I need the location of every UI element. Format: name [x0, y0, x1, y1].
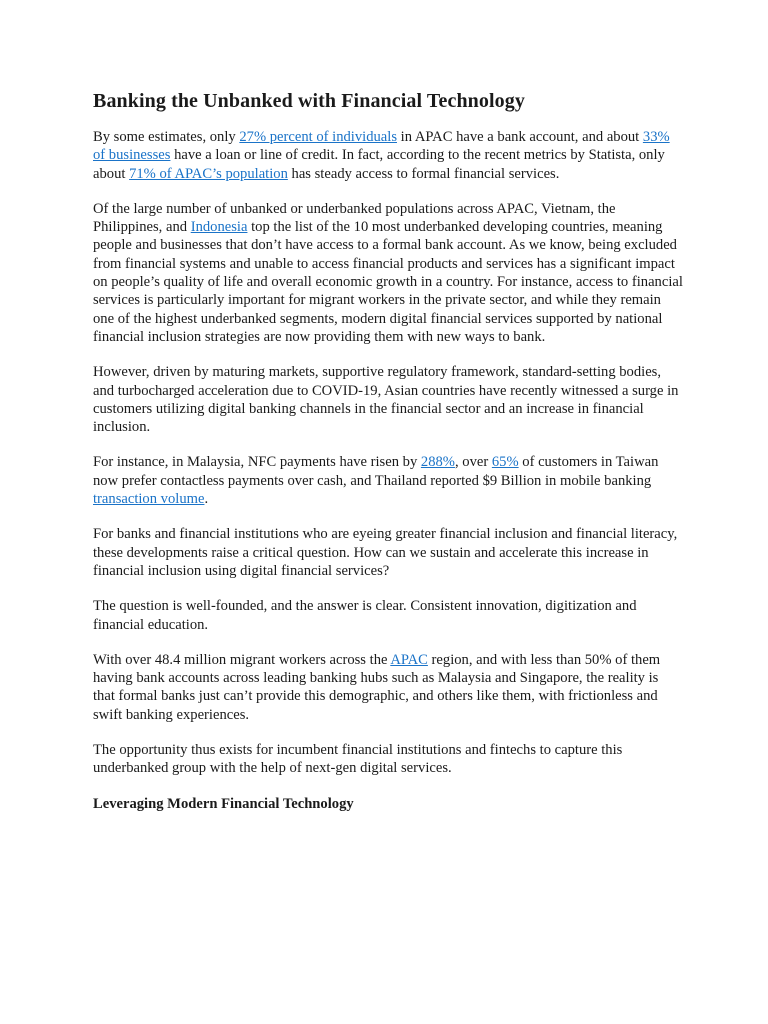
link-nfc-growth[interactable]: 288%	[420, 454, 455, 471]
page-title: Banking the Unbanked with Financial Technology	[93, 90, 525, 112]
link-population[interactable]: 71% of APAC’s population	[129, 165, 288, 182]
text-span: has steady access to formal financial services.	[287, 165, 560, 182]
text-span: By some estimates, only	[93, 129, 240, 145]
text-span: top the list of the 10 most underbanked developing countries, meaning people and businesses that don’t have access to a formal bank account. As we know, being excluded from financial systems and unable to access financial products and services has a significant impact on people’s quality of life and overall economic growth in a country. For instance, access to financial services is particularly important for migrant workers in the private sector, and while they remain one of the highest underbanked segments, modern digital financial services supported by national financial inclusion strategies are now providing them with new ways to bank.	[93, 219, 683, 345]
link-individuals[interactable]: 27% percent of individuals	[239, 129, 397, 145]
text-span: of customers in Taiwan now prefer contactless payments over cash, and Thailand reported $9 Billion in mobile banking	[93, 454, 659, 489]
link-businesses[interactable]: 33% of businesses	[93, 129, 670, 164]
paragraph-1	[93, 128, 683, 183]
paragraph-7	[93, 651, 683, 724]
text-span: .	[204, 491, 209, 508]
paragraph-5: For banks and financial institutions who are eyeing greater financial inclusion and financial literacy, these developments raise a critical question. How can we sustain and accelerate this increase in financial inclusion using digital financial services?	[93, 526, 678, 579]
text-span: For instance, in Malaysia, NFC payments have risen by	[93, 454, 421, 471]
text-span: Of the large number of unbanked or underbanked populations across APAC, Vietnam, the Philippines, and	[93, 200, 616, 236]
text-span: in APAC have a bank account, and about	[397, 129, 643, 145]
paragraph-2	[93, 200, 683, 346]
text-span: With over 48.4 million migrant workers across the	[93, 651, 391, 668]
paragraph-8: The opportunity thus exists for incumbent financial institutions and fintechs to capture this underbanked group with the help of next-gen digital services.	[93, 742, 623, 777]
link-apac[interactable]: APAC	[390, 651, 428, 668]
paragraph-6: The question is well-founded, and the answer is clear. Consistent innovation, digitization and financial education.	[93, 598, 637, 633]
document-page	[93, 88, 683, 813]
link-indonesia[interactable]: Indonesia	[190, 219, 248, 236]
section-subheading: Leveraging Modern Financial Technology	[93, 795, 354, 812]
link-taiwan-share[interactable]: 65%	[491, 454, 519, 471]
text-span: have a loan or line of credit. In fact, according to the recent metrics by Statista, only about	[93, 147, 665, 182]
paragraph-3: However, driven by maturing markets, supportive regulatory framework, standard-setting bodies, and turbocharged acceleration due to COVID-19, Asian countries have recently witnessed a surge in customers utilizing digital banking channels in the financial sector and an increase in financial inclusion.	[93, 364, 679, 436]
paragraph-4	[93, 453, 683, 508]
link-transaction-volume[interactable]: transaction volume	[93, 491, 205, 508]
text-span: region, and with less than 50% of them having bank accounts across leading banking hubs such as Malaysia and Singapore, the reality is that formal banks just can’t provide this demographic, and others like them, with frictionless and swift banking experiences.	[93, 651, 661, 723]
text-span: , over	[454, 454, 492, 471]
